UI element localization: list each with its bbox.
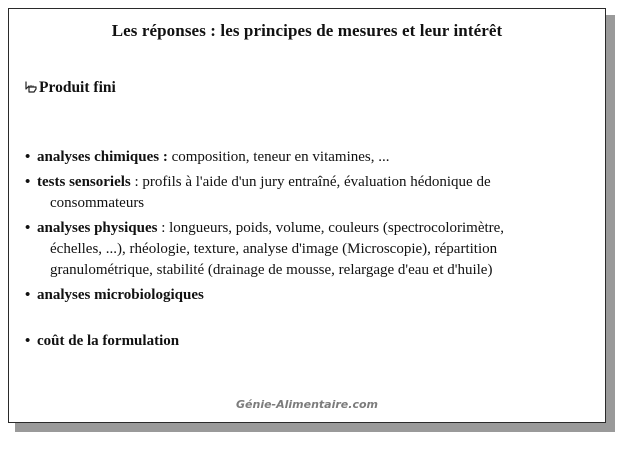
item-continuation: échelles, ...), rhéologie, texture, analyse d'image (Microscopie), répartition	[50, 241, 498, 257]
list-item	[25, 218, 595, 281]
item-label: coût de la formulation	[37, 333, 180, 349]
bullet: •	[25, 287, 31, 303]
list-item	[25, 285, 595, 306]
item-continuation: consommateurs	[50, 195, 145, 211]
list-item	[25, 172, 595, 214]
list-item	[25, 331, 595, 352]
item-continuation: granulométrique, stabilité (drainage de mousse, relargage d'eau et d'huile)	[50, 262, 493, 278]
section-heading	[24, 79, 116, 97]
slide	[8, 8, 606, 423]
section-heading-text: Produit fini	[39, 79, 116, 96]
item-text: : longueurs, poids, volume, couleurs (spectrocolorimètre,	[157, 220, 505, 236]
slide-title: Les réponses : les principes de mesures et leur intérêt	[111, 21, 503, 40]
item-label: tests sensoriels	[37, 174, 131, 190]
watermark: Génie-Alimentaire.com	[236, 398, 378, 411]
bullet: •	[25, 220, 31, 236]
bullet: •	[25, 174, 31, 190]
bullet-list	[25, 147, 595, 352]
list-item	[25, 147, 595, 168]
bullet: •	[25, 333, 31, 349]
hand-pointer-icon	[24, 81, 38, 95]
item-text: composition, teneur en vitamines, ...	[167, 149, 390, 165]
item-label: analyses physiques	[37, 220, 158, 236]
item-text: : profils à l'aide d'un jury entraîné, évaluation hédonique de	[130, 174, 491, 190]
item-label: analyses microbiologiques	[37, 287, 204, 303]
bullet: •	[25, 149, 31, 165]
item-label: analyses chimiques :	[37, 149, 168, 165]
